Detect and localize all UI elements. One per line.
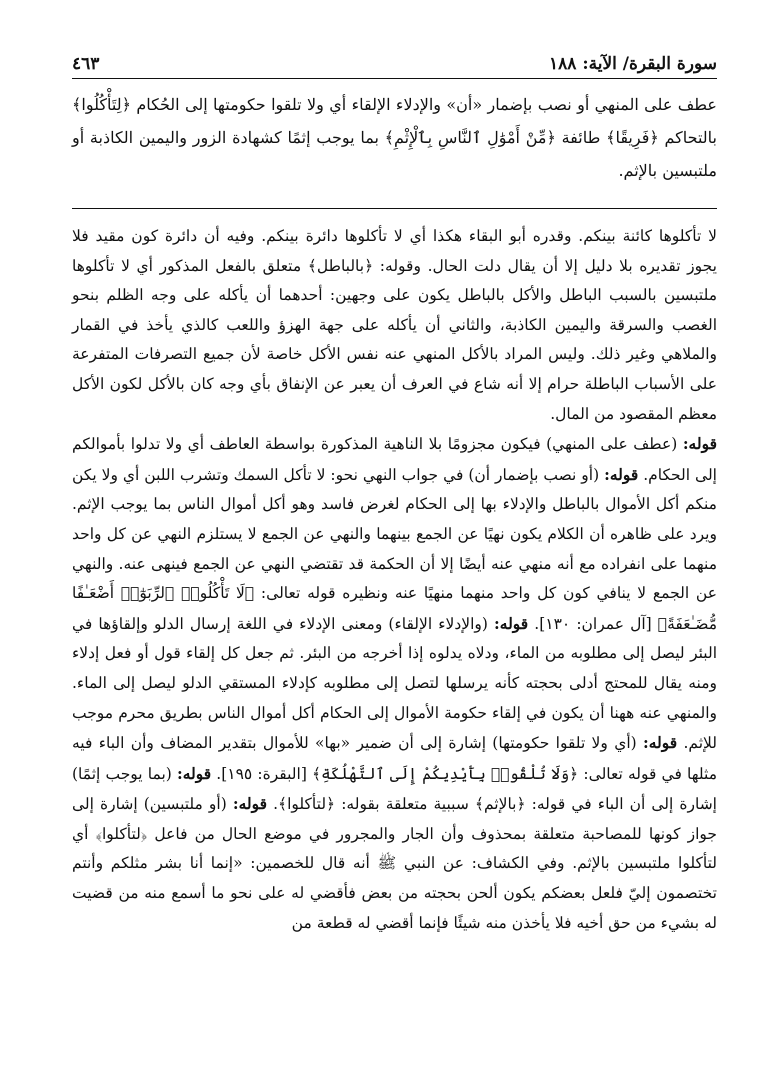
qawluhu-label: قوله:	[682, 434, 717, 454]
commentary-paragraph-1: لا تأكلوها كائنة بينكم. وقدره أبو البقاء هكذا أي لا تأكلوها دائرة بينكم. وفيه أن دائرة كون مقيد فلا يجوز تقديره بلا دليل إلا أن يقال دلت الحال. وقوله: ﴿بالباطل﴾ متعلق بالفعل المذكور أي لا تأكلوها ملتبسين بالسبب الباطل والأكل بالباطل يكون على وجهين: أحدهما أن يأكله على وجه الظلم بنحو الغصب والسرقة واليمين الكاذبة، والثاني أن يأكله على جهة الهزؤ واللعب كالذي يأخذ في القمار والملاهي وغير ذلك. وليس المراد بالأكل المنهي عنه نفس الأكل خاصة لأن جميع التصرفات المتفرعة على الأسباب الباطلة حرام إلا أنه شاع في العرف أن يعبر عن الإنفاق بأي وجه كان بالأكل لكون الأكل معظم المقصود من المال.	[72, 227, 717, 423]
qawluhu-label: قوله:	[642, 733, 678, 753]
commentary-segment: (عطف على المنهي) فيكون مجزومًا بلا الناهية المذكورة بواسطة العاطف أي ولا تدلوا بأموالكم إلى الحكام.	[72, 435, 717, 484]
commentary-segment: (أو ملتبسين) إشارة إلى جواز كونها للمصاحبة متعلقة بمحذوف وأن الجار والمجرور في موضع الحال من فاعل ﴿لتأكلوا﴾ أي لتأكلوا ملتبسين بالإثم. وفي الكشاف: عن النبي ﷺ أنه قال للخصمين: «إنما أنا بشر مثلكم وأنتم تختصمون إليّ فلعل بعضكم يكون ألحن بحجته من بعض فأقضي له على نحو ما أسمع منه من قضيت له بشيء من حق أخيه فلا يأخذن منه شيئًا فإنما أقضي له قطعة من	[72, 795, 717, 932]
qawluhu-label: قوله:	[176, 763, 212, 783]
commentary-segment: (أو نصب بإضمار أن) في جواب النهي نحو: لا تأكل السمك وتشرب اللبن أي ولا يكن منكم أكل الأموال بالباطل والإدلاء بها إلى الحكام لغرض فاسد وهو أكل أموال الناس بما يوجب الإثم. ويرد على ظاهره أن الكلام يكون نهيًا عن الجمع بينهما والنهي عن الجمع لا يستلزم النهي عن كل واحد منهما على انفراده مع أنه منهي عنه أيضًا إلا أن الحكمة قد تقتضي النهي عن الجمع فينهى عنه. والنهي عن الجمع لا ينافي كون كل واحد منهما منهيًا عنه ونظيره قوله تعالى:	[72, 465, 717, 603]
page-number: ٤٦٣	[72, 54, 100, 74]
commentary-segment: [آل عمران: ١٣٠].	[528, 614, 658, 633]
tafsir-line-3: إثمًا كشهادة الزور واليمين الكاذبة أو ملتبسين بالإثم.	[72, 128, 717, 180]
commentary-segment: (والإدلاء الإلقاء) ومعنى الإدلاء في اللغة إرسال الدلو وإلقاؤها في البئر ليصل إلى مطلوبه من الماء، ودلاه يدلوه إذا أخرجه من البئر. ثم جعل كل إلقاء قول أو فعل إدلاء ومنه يقال للمحتج أدلى بحجته كأنه يرسلها لتصل إلى مطلوبه كإدلاء المستقي الدلو ليصل إلى الماء. والمنهي عنه ههنا أن يكون في إلقاء حكومة الأموال إلى الحكام أكل أموال الناس بطريق محرم موجب للإثم.	[72, 614, 717, 753]
quran-quote: ﴿لَا تَأْكُلُوا۟ ٱلرِّبَوٰٓا۟ أَضْعَـٰفًا مُّضَـٰعَفَةً﴾	[72, 584, 717, 633]
surah-ayah-title: سورة البقرة/ الآية: ١٨٨	[549, 54, 717, 74]
section-divider	[72, 208, 717, 209]
commentary-paragraph-2	[72, 429, 717, 938]
qawluhu-label: قوله:	[494, 613, 529, 633]
page-header	[72, 44, 717, 74]
commentary-segment: [البقرة: ١٩٥].	[211, 764, 313, 783]
commentary-text	[72, 222, 717, 938]
tafsir-line-1: عطف على المنهي أو نصب بإضمار «أن» والإدلاء الإلقاء أي ولا تلقوا حكومتها إلى	[185, 95, 717, 114]
qawluhu-label: قوله:	[604, 464, 639, 484]
header-rule	[72, 78, 717, 79]
tafsir-line-2: الحُكام ﴿لِتَأْكُلُوا﴾ بالتحاكم ﴿فَرِيقًا﴾ طائفة ﴿مِّنْ أَمْوَٰلِ ٱلنَّاسِ بِٱلْإِثْمِ﴾ بما يوجب	[72, 95, 717, 147]
commentary-segment: (أي ولا تلقوا حكومتها) إشارة إلى أن ضمير «بها» للأموال بتقدير المضاف وأن الباء فيه مثلها في قوله تعالى:	[72, 734, 717, 783]
commentary-segment: (بما يوجب إثمًا) إشارة إلى أن الباء في قوله: ﴿بالإثم﴾ سببية متعلقة بقوله: ﴿لتأكلوا﴾.	[72, 764, 717, 814]
tafsir-text	[72, 88, 717, 187]
qawluhu-label: قوله:	[232, 794, 268, 814]
quran-quote: ﴿وَلَا تُلْقُوا۟ بِأَيْدِيكُمْ إِلَى ٱلتَّهْلُكَةِ﴾	[312, 764, 579, 783]
